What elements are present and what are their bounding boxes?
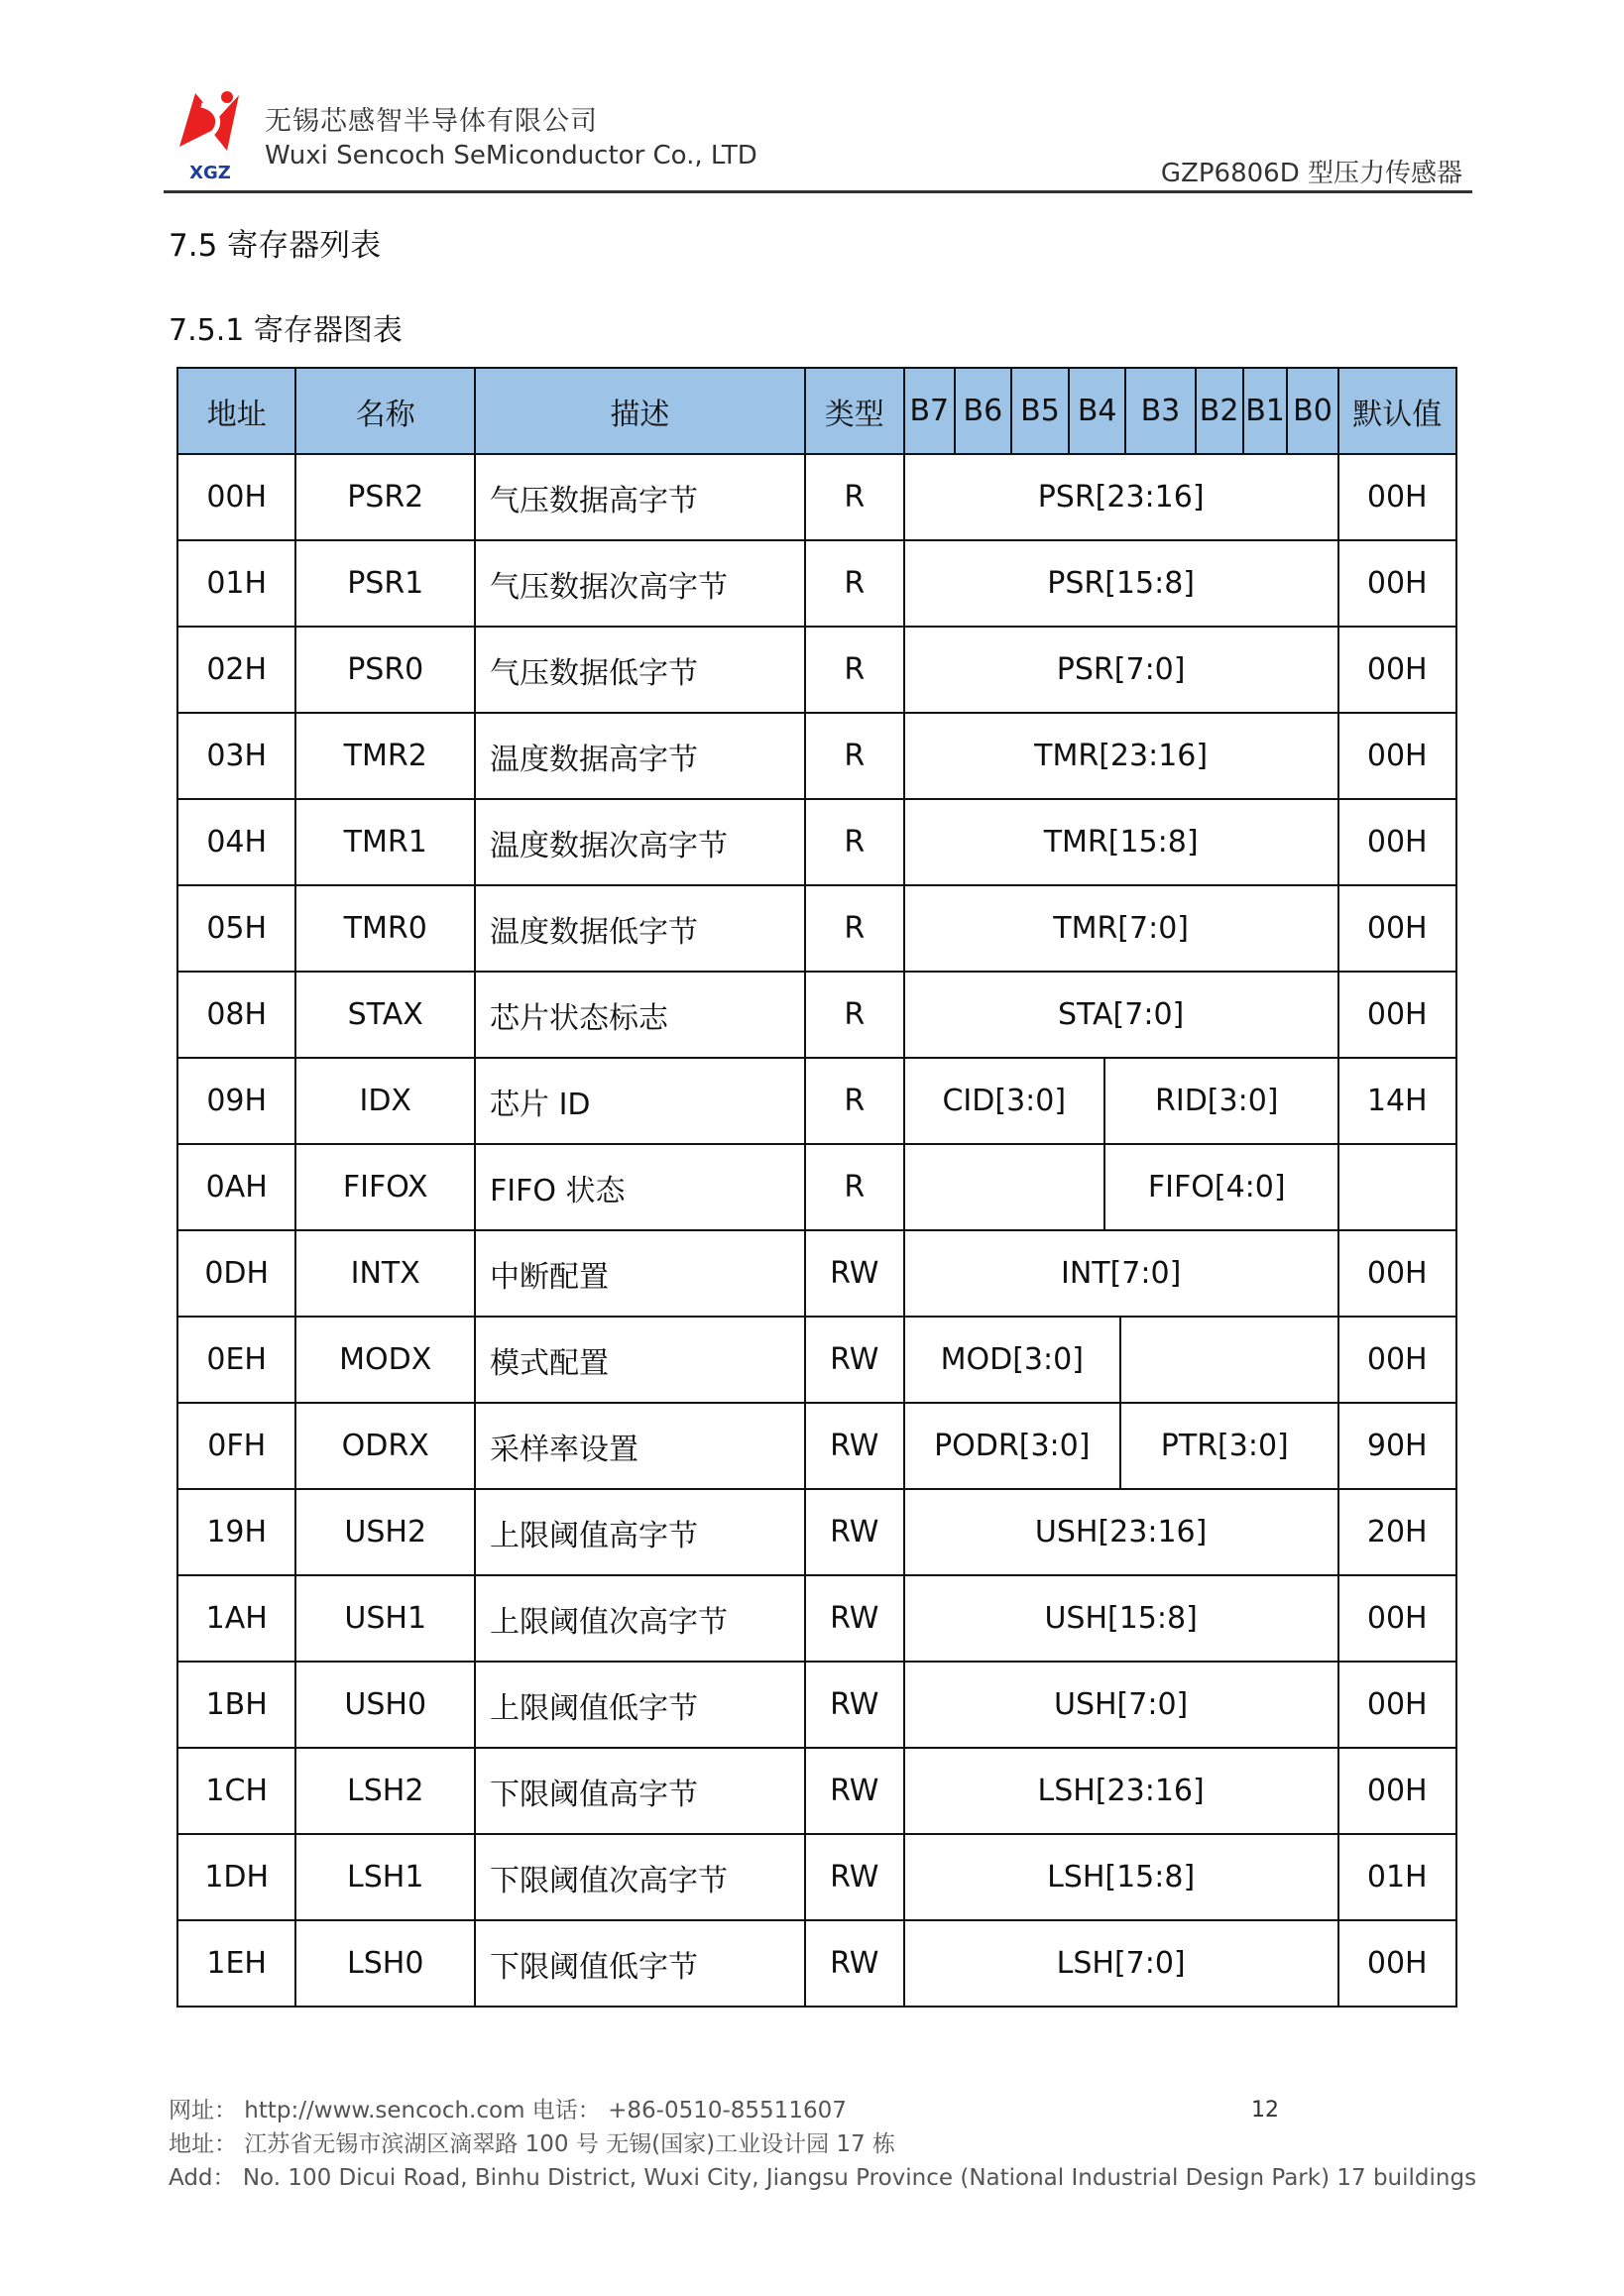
bit-field-high-nibble: MOD[3:0] — [940, 1342, 1084, 1377]
cell-description: 上限阈值高字节 — [475, 1489, 805, 1575]
cell-name: IDX — [295, 1058, 475, 1144]
cell-address: 1CH — [177, 1748, 295, 1834]
cell-address: 0FH — [177, 1403, 295, 1489]
cell-name: TMR2 — [295, 713, 475, 799]
table-row — [177, 540, 1456, 627]
header-description: 描述 — [475, 368, 805, 454]
cell-type: R — [805, 454, 904, 540]
cell-address: 00H — [177, 454, 295, 540]
footer-web-phone: 网址： http://www.sencoch.com 电话： +86-0510-85511607 — [169, 2098, 847, 2124]
table-row — [177, 1058, 1456, 1144]
cell-description: 中断配置 — [475, 1230, 805, 1317]
cell-name: ODRX — [295, 1403, 475, 1489]
table-row — [177, 799, 1456, 885]
table-row — [177, 1403, 1456, 1489]
cell-name: TMR1 — [295, 799, 475, 885]
register-table — [176, 367, 1457, 2008]
table-row — [177, 1920, 1456, 2007]
bit-field-high-nibble: CID[3:0] — [942, 1084, 1067, 1118]
cell-address: 0EH — [177, 1317, 295, 1403]
table-row — [177, 1144, 1456, 1230]
company-name-cn: 无锡芯感智半导体有限公司 — [265, 106, 598, 137]
cell-bits: USH[23:16] — [904, 1489, 1338, 1575]
table-row — [177, 1834, 1456, 1920]
cell-address: 02H — [177, 627, 295, 713]
cell-bits — [904, 1403, 1338, 1489]
cell-description: 芯片 ID — [475, 1058, 805, 1144]
cell-address: 03H — [177, 713, 295, 799]
table-row — [177, 885, 1456, 972]
cell-address: 08H — [177, 972, 295, 1058]
cell-default: 01H — [1338, 1834, 1457, 1920]
cell-bits: LSH[23:16] — [904, 1748, 1338, 1834]
header-b3: B3 — [1125, 368, 1195, 454]
cell-description: 采样率设置 — [475, 1403, 805, 1489]
cell-type: R — [805, 627, 904, 713]
cell-name: PSR2 — [295, 454, 475, 540]
bit-field-low-nibble: PTR[3:0] — [1160, 1429, 1289, 1463]
table-row — [177, 627, 1456, 713]
table-row — [177, 1317, 1456, 1403]
cell-description: 下限阈值高字节 — [475, 1748, 805, 1834]
cell-description: FIFO 状态 — [475, 1144, 805, 1230]
cell-type: RW — [805, 1662, 904, 1748]
bit-field-split — [905, 1145, 1337, 1229]
bit-field-high-nibble — [905, 1145, 1103, 1229]
cell-bits — [904, 1144, 1338, 1230]
table-row — [177, 1575, 1456, 1662]
cell-type: RW — [805, 1575, 904, 1662]
cell-default: 00H — [1338, 1575, 1457, 1662]
bit-field-split — [905, 1318, 1337, 1402]
cell-bits: STA[7:0] — [904, 972, 1338, 1058]
cell-name: USH1 — [295, 1575, 475, 1662]
header-b1: B1 — [1243, 368, 1288, 454]
cell-name: INTX — [295, 1230, 475, 1317]
cell-type: R — [805, 972, 904, 1058]
cell-address: 09H — [177, 1058, 295, 1144]
cell-description: 芯片状态标志 — [475, 972, 805, 1058]
cell-bits: USH[7:0] — [904, 1662, 1338, 1748]
table-row — [177, 972, 1456, 1058]
cell-address: 1AH — [177, 1575, 295, 1662]
cell-name: FIFOX — [295, 1144, 475, 1230]
cell-description: 温度数据高字节 — [475, 713, 805, 799]
cell-bits: PSR[23:16] — [904, 454, 1338, 540]
cell-address: 19H — [177, 1489, 295, 1575]
page-header — [164, 79, 1472, 196]
header-b5: B5 — [1011, 368, 1069, 454]
table-row — [177, 1489, 1456, 1575]
cell-bits: LSH[15:8] — [904, 1834, 1338, 1920]
logo-text: XGZ — [189, 163, 231, 183]
cell-bits: TMR[7:0] — [904, 885, 1338, 972]
cell-type: RW — [805, 1317, 904, 1403]
table-row — [177, 1230, 1456, 1317]
cell-bits — [904, 1058, 1338, 1144]
cell-description: 下限阈值低字节 — [475, 1920, 805, 2007]
bit-field-split — [905, 1059, 1337, 1143]
cell-default: 00H — [1338, 713, 1457, 799]
footer-address-cn: 地址： 江苏省无锡市滨湖区滴翠路 100 号 无锡(国家)工业设计园 17 栋 — [169, 2131, 895, 2157]
cell-description: 上限阈值低字节 — [475, 1662, 805, 1748]
cell-address: 0AH — [177, 1144, 295, 1230]
header-divider — [164, 190, 1472, 193]
table-row — [177, 713, 1456, 799]
cell-bits: TMR[15:8] — [904, 799, 1338, 885]
cell-address: 04H — [177, 799, 295, 885]
cell-name: PSR0 — [295, 627, 475, 713]
cell-address: 1BH — [177, 1662, 295, 1748]
cell-name: MODX — [295, 1317, 475, 1403]
cell-default: 00H — [1338, 1748, 1457, 1834]
cell-type: RW — [805, 1834, 904, 1920]
cell-type: R — [805, 799, 904, 885]
cell-address: 05H — [177, 885, 295, 972]
bit-field-low-nibble — [1121, 1318, 1329, 1402]
company-name-en: Wuxi Sencoch SeMiconductor Co., LTD — [265, 141, 757, 171]
company-logo — [172, 85, 249, 184]
bit-field-high-nibble: PODR[3:0] — [934, 1429, 1091, 1463]
page-number: 12 — [1251, 2098, 1279, 2123]
subsection-title: 7.5.1 寄存器图表 — [169, 313, 403, 348]
header-b7: B7 — [904, 368, 955, 454]
header-b0: B0 — [1287, 368, 1337, 454]
cell-default: 00H — [1338, 799, 1457, 885]
cell-name: USH0 — [295, 1662, 475, 1748]
cell-name: STAX — [295, 972, 475, 1058]
bit-field-low-nibble: FIFO[4:0] — [1147, 1170, 1286, 1205]
cell-name: USH2 — [295, 1489, 475, 1575]
cell-type: R — [805, 540, 904, 627]
cell-bits: LSH[7:0] — [904, 1920, 1338, 2007]
product-name: GZP6806D 型压力传感器 — [1160, 159, 1462, 188]
header-b2: B2 — [1196, 368, 1243, 454]
cell-description: 上限阈值次高字节 — [475, 1575, 805, 1662]
cell-description: 温度数据次高字节 — [475, 799, 805, 885]
cell-address: 01H — [177, 540, 295, 627]
cell-description: 气压数据高字节 — [475, 454, 805, 540]
cell-bits — [904, 1317, 1338, 1403]
cell-default: 90H — [1338, 1403, 1457, 1489]
cell-name: LSH2 — [295, 1748, 475, 1834]
table-header-row — [177, 368, 1456, 454]
header-b4: B4 — [1069, 368, 1125, 454]
cell-default: 00H — [1338, 627, 1457, 713]
cell-default: 00H — [1338, 454, 1457, 540]
cell-type: RW — [805, 1403, 904, 1489]
header-address: 地址 — [177, 368, 295, 454]
cell-default: 00H — [1338, 972, 1457, 1058]
cell-default: 00H — [1338, 540, 1457, 627]
cell-type: R — [805, 1144, 904, 1230]
cell-default: 14H — [1338, 1058, 1457, 1144]
bit-field-split — [905, 1404, 1337, 1488]
cell-address: 1DH — [177, 1834, 295, 1920]
cell-description: 温度数据低字节 — [475, 885, 805, 972]
cell-default: 20H — [1338, 1489, 1457, 1575]
cell-name: LSH0 — [295, 1920, 475, 2007]
cell-name: TMR0 — [295, 885, 475, 972]
header-name: 名称 — [295, 368, 475, 454]
cell-description: 模式配置 — [475, 1317, 805, 1403]
cell-bits: TMR[23:16] — [904, 713, 1338, 799]
cell-bits: INT[7:0] — [904, 1230, 1338, 1317]
cell-type: R — [805, 885, 904, 972]
cell-type: RW — [805, 1920, 904, 2007]
cell-address: 1EH — [177, 1920, 295, 2007]
cell-type: R — [805, 713, 904, 799]
cell-type: RW — [805, 1748, 904, 1834]
cell-bits: PSR[7:0] — [904, 627, 1338, 713]
cell-default — [1338, 1144, 1457, 1230]
cell-description: 气压数据低字节 — [475, 627, 805, 713]
cell-description: 气压数据次高字节 — [475, 540, 805, 627]
cell-bits: PSR[15:8] — [904, 540, 1338, 627]
header-type: 类型 — [805, 368, 904, 454]
cell-bits: USH[15:8] — [904, 1575, 1338, 1662]
footer-address-en: Add： No. 100 Dicui Road, Binhu District, Wuxi City, Jiangsu Province (National Industrial Design Park) 17 buildings — [169, 2165, 1477, 2191]
cell-default: 00H — [1338, 885, 1457, 972]
cell-default: 00H — [1338, 1317, 1457, 1403]
cell-name: PSR1 — [295, 540, 475, 627]
table-row — [177, 1662, 1456, 1748]
cell-address: 0DH — [177, 1230, 295, 1317]
table-row — [177, 454, 1456, 540]
header-b6: B6 — [955, 368, 1011, 454]
section-title: 7.5 寄存器列表 — [169, 228, 382, 264]
bit-field-low-nibble: RID[3:0] — [1155, 1084, 1279, 1118]
header-default: 默认值 — [1338, 368, 1457, 454]
table-row — [177, 1748, 1456, 1834]
cell-type: RW — [805, 1230, 904, 1317]
cell-default: 00H — [1338, 1662, 1457, 1748]
cell-description: 下限阈值次高字节 — [475, 1834, 805, 1920]
cell-default: 00H — [1338, 1920, 1457, 2007]
page-footer — [169, 2094, 1476, 2195]
cell-type: RW — [805, 1489, 904, 1575]
cell-name: LSH1 — [295, 1834, 475, 1920]
cell-type: R — [805, 1058, 904, 1144]
cell-default: 00H — [1338, 1230, 1457, 1317]
